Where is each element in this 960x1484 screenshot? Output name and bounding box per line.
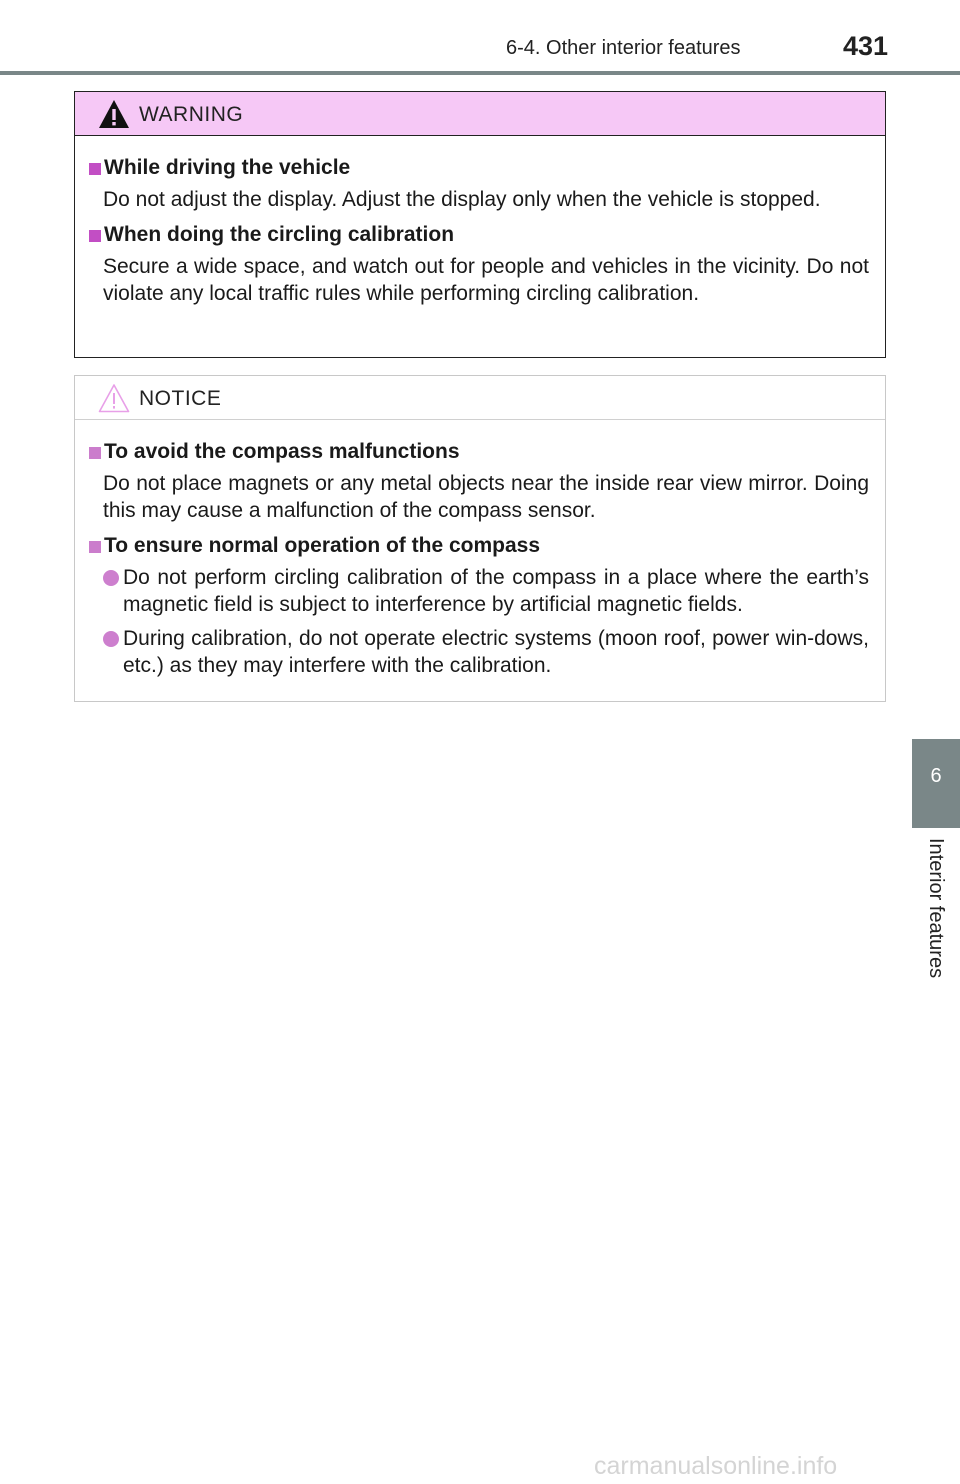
warning-body (75, 136, 885, 307)
notice-label: NOTICE (139, 387, 222, 410)
notice-body (75, 420, 885, 679)
warning-triangle-icon (97, 98, 131, 130)
square-bullet-icon (89, 447, 101, 459)
section-title: 6-4. Other interior features (506, 37, 741, 59)
warning-item-title-text: While driving the vehicle (104, 156, 351, 179)
chapter-label: Interior features (925, 838, 947, 979)
warning-item (89, 221, 869, 307)
square-bullet-icon (89, 230, 101, 242)
circle-bullet-icon (103, 631, 119, 647)
warning-item (89, 154, 869, 213)
warning-item-title-text: When doing the circling calibration (104, 223, 455, 246)
warning-item-text: Secure a wide space, and watch out for people and vehicles in the vicinity. Do not violate any local traffic rules while performing circling calibration. (103, 255, 869, 305)
warning-item-title (89, 221, 869, 249)
header-rule (0, 71, 960, 75)
notice-triangle-icon (97, 382, 131, 414)
warning-header (75, 92, 885, 136)
circle-bullet-icon (103, 570, 119, 586)
warning-label: WARNING (139, 103, 244, 126)
notice-item (89, 438, 869, 524)
notice-item-title (89, 438, 869, 466)
square-bullet-icon (89, 541, 101, 553)
notice-item-title-text: To ensure normal operation of the compass (104, 534, 541, 557)
notice-item-title (89, 532, 869, 560)
notice-header (75, 376, 885, 420)
notice-bullet-text: During calibration, do not operate electric systems (moon roof, power win-dows, etc.) as they may interfere with the calibration. (123, 627, 869, 677)
watermark: carmanualsonline.info (594, 1452, 838, 1480)
warning-item-text: Do not adjust the display. Adjust the display only when the vehicle is stopped. (103, 188, 821, 211)
warning-box (74, 91, 886, 358)
notice-item (89, 532, 869, 679)
notice-box (74, 375, 886, 702)
warning-item-title (89, 154, 869, 182)
notice-item-text: Do not place magnets or any metal objects near the inside rear view mirror. Doing this may cause a malfunction of the compass sensor. (103, 472, 869, 522)
notice-bullet (89, 625, 869, 679)
notice-bullet (89, 564, 869, 618)
notice-bullet-text: Do not perform circling calibration of the compass in a place where the earth’s magnetic field is subject to interference by artificial magnetic fields. (123, 566, 869, 616)
chapter-tab: 6 (912, 739, 960, 828)
notice-item-title-text: To avoid the compass malfunctions (104, 440, 460, 463)
page-number: 431 (843, 31, 889, 61)
square-bullet-icon (89, 163, 101, 175)
